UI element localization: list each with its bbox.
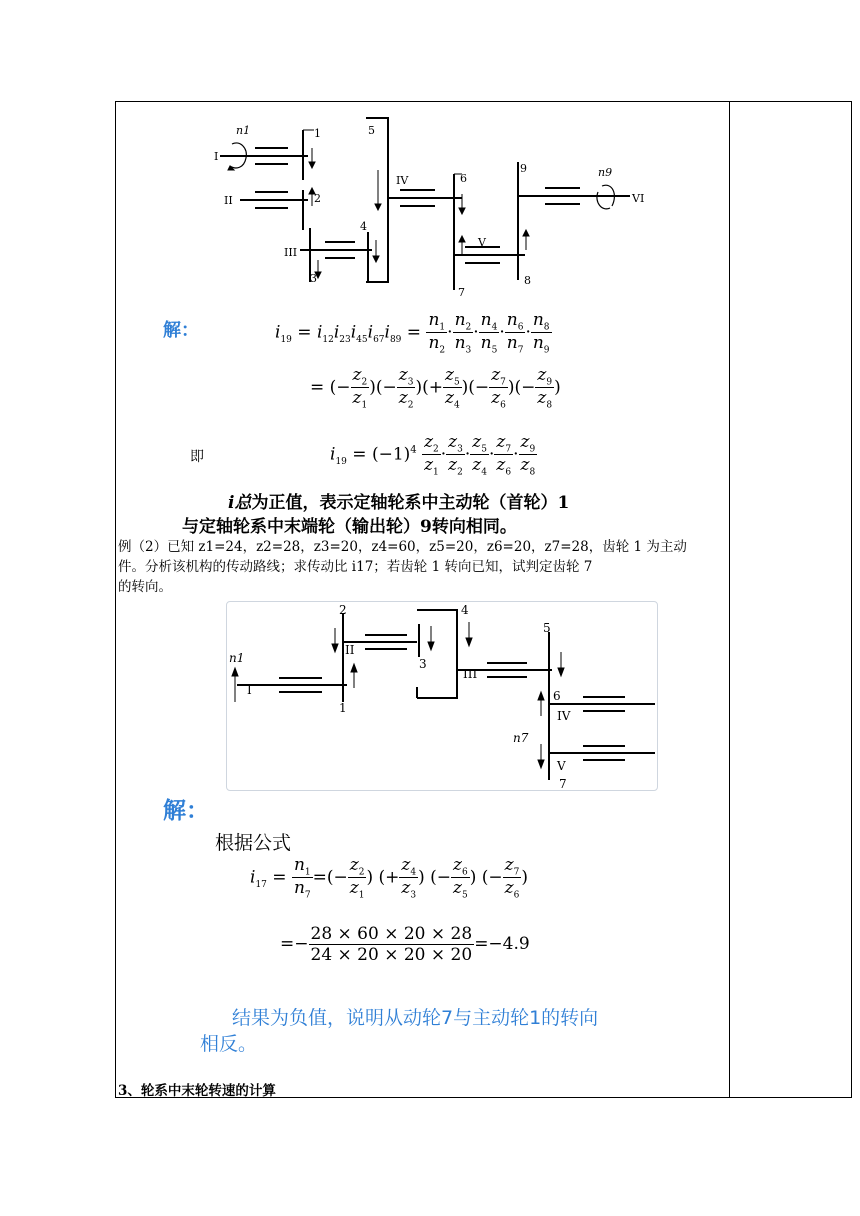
conclusion-2-line-1: 结果为负值，说明从动轮7与主动轮1的转向 bbox=[232, 1007, 599, 1029]
gear-label: 7 bbox=[559, 777, 567, 791]
gear-label: 3 bbox=[419, 657, 427, 671]
formula-line-3: $i_{19} = (-1)^4$ $\frac{z_2}{z_1}$ · $\frac{z_3}{z_2}$ · $\frac{z_5}{z_4}$ · $\frac{z_7}{z_6}$ · $\frac{z_9}{z_8}$ bbox=[330, 432, 536, 478]
speed-label: n7 bbox=[513, 731, 529, 745]
gear-label: 4 bbox=[461, 603, 469, 617]
gear-label: 2 bbox=[339, 603, 347, 617]
shaft-label: II bbox=[224, 194, 233, 207]
numerator: 28 × 60 × 20 × 28 bbox=[310, 924, 473, 944]
gear-label: 9 bbox=[520, 162, 527, 175]
gear-label: 2 bbox=[314, 192, 321, 205]
example-2-line-3: 的转向。 bbox=[118, 579, 172, 595]
gear-label: 5 bbox=[368, 124, 375, 137]
gear-label: 1 bbox=[339, 701, 347, 715]
gear-label: 1 bbox=[314, 127, 321, 140]
example-2-line-1: 例（2）已知 z1=24，z2=28，z3=20，z4=60，z5=20，z6=20，z7=28，齿轮 1 为主动 bbox=[118, 539, 687, 555]
shaft-label: IV bbox=[396, 174, 409, 187]
gear-train-diagram-2 bbox=[226, 601, 658, 791]
basis-label: 根据公式 bbox=[215, 832, 292, 854]
result: =−4.9 bbox=[474, 934, 530, 954]
shaft-label: IV bbox=[557, 709, 571, 723]
table-column-divider bbox=[729, 101, 730, 1098]
formula-numeric: =− $\frac{28 \times 60 \times 20 \times 28}{24 \times 20 \times 20 \times 20}$ =−4.9 bbox=[280, 924, 530, 965]
gear-label: 3 bbox=[310, 272, 317, 285]
i-total-symbol: i总 bbox=[228, 493, 252, 513]
gear-label: 8 bbox=[524, 274, 531, 287]
gear-label: 6 bbox=[553, 689, 561, 703]
gear-label: 5 bbox=[543, 621, 551, 635]
shaft-label: I bbox=[247, 683, 252, 697]
speed-label: n1 bbox=[236, 124, 251, 137]
formula-line-1: $i_{19} = i_{12}i_{23}i_{45}i_{67}i_{89}$ = $\frac{n_1}{n_2}$ · $\frac{n_2}{n_3}$ · $\frac{n_4}{n_5}$ · $\frac{n_6}{n_7}$ · $\frac{n_8}{n_9}$ bbox=[275, 310, 550, 356]
example-2-line-2: 件。分析该机构的传动路线；求传动比 i17；若齿轮 1 转向已知，试判定齿轮 7 bbox=[118, 559, 593, 575]
solution-label: 解： bbox=[163, 798, 209, 824]
shaft-label: III bbox=[284, 246, 298, 259]
conclusion-1-text: 为正值，表示定轴轮系中主动轮（首轮）1 bbox=[251, 493, 570, 513]
formula-line-2: = (− $\frac{z_2}{z_1}$ )(− $\frac{z_3}{z_2}$ )(+ $\frac{z_5}{z_4}$ )(− $\frac{z_7}{z_6}$ )(− $\frac{z_9}{z_8}$ ) bbox=[310, 365, 561, 411]
shaft-label: I bbox=[214, 150, 219, 163]
shaft-label: V bbox=[478, 236, 486, 249]
formula-i17: $i_{17}$ = $\frac{n_1}{n_7}$ =(− $\frac{z_2}{z_1}$ ) (+ $\frac{z_4}{z_3}$ ) (− $\frac{z_6}{z_5}$ ) (− $\frac{z_7}{z_6}$ ) bbox=[250, 855, 528, 901]
shaft-label: III bbox=[463, 667, 478, 681]
conclusion-1-line-1 bbox=[228, 488, 569, 513]
solution-label: 解： bbox=[163, 320, 199, 341]
ji-label: 即 bbox=[190, 449, 204, 465]
conclusion-2-line-2: 相反。 bbox=[200, 1033, 258, 1055]
speed-label: n1 bbox=[229, 651, 245, 665]
gear-train-diagram-1 bbox=[200, 110, 670, 300]
gear-label: 4 bbox=[360, 220, 367, 233]
conclusion-1-line-2: 与定轴轮系中末端轮（输出轮）9转向相同。 bbox=[182, 517, 517, 537]
shaft-label: V bbox=[557, 759, 566, 773]
speed-label: n9 bbox=[598, 166, 613, 179]
denominator: 24 × 20 × 20 × 20 bbox=[310, 945, 473, 965]
section-3-heading: 3、轮系中末轮转速的计算 bbox=[118, 1083, 276, 1099]
gear-label: 6 bbox=[460, 172, 467, 185]
shaft-label: II bbox=[345, 643, 355, 657]
shaft-label: VI bbox=[632, 192, 645, 205]
gear-label: 7 bbox=[458, 286, 465, 299]
